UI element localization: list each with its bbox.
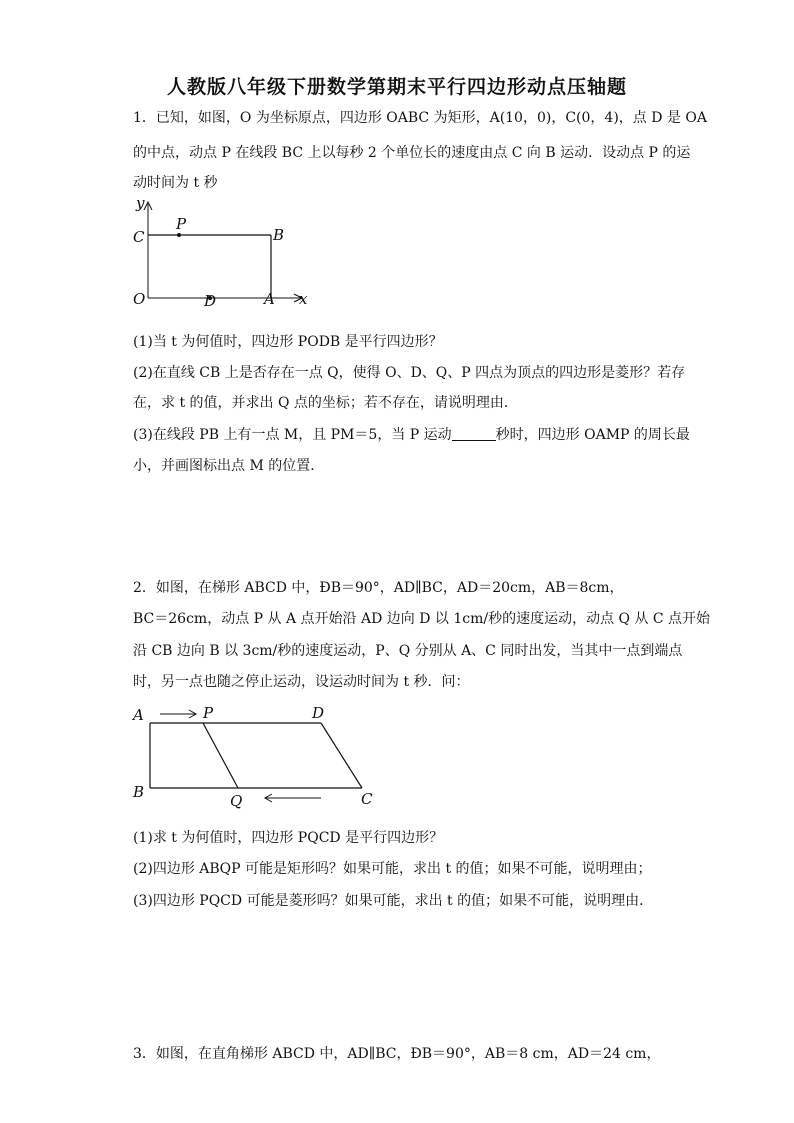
q1-sub-2-line-2: 在，求 t 的值，并求出 Q 点的坐标；若不存在，请说明理由． <box>133 395 518 411</box>
q1-fig-label-x: x <box>299 290 308 308</box>
q1-fig-label-d: D <box>204 292 217 310</box>
q1-sub-3-line-2: 小，并画图标出点 M 的位置． <box>133 458 325 474</box>
page-title: 人教版八年级下册数学第期末平行四边形动点压轴题 <box>166 76 627 98</box>
q2-fig-label-c: C <box>361 790 373 808</box>
q1-text-line-2: 的中点，动点 P 在线段 BC 上以每秒 2 个单位长的速度由点 C 向 B 运动．设动点 P 的运 <box>133 145 691 161</box>
q3-text-line-1: 3．如图，在直角梯形 ABCD 中，AD∥BC，ÐB＝90°，AB＝8 cm，AD＝24 cm， <box>133 1046 661 1062</box>
q2-fig-label-b: B <box>133 783 145 801</box>
q1-fig-label-y: y <box>136 198 145 212</box>
q1-sub-3-text-after-blank: 秒时，四边形 OAMP 的周长最 <box>495 427 690 443</box>
q2-fig-label-q: Q <box>230 792 243 810</box>
q2-text-line-2: BC＝26cm，动点 P 从 A 点开始沿 AD 边向 D 以 1cm/秒的速度运动，动点 Q 从 C 点开始 <box>133 611 711 627</box>
q1-fig-label-b: B <box>273 226 285 244</box>
q2-figure-trapezoid-abcd <box>128 700 388 812</box>
q2-fig-label-d: D <box>312 704 325 722</box>
q2-text-line-4: 时，另一点也随之停止运动，设运动时间为 t 秒．问： <box>133 674 470 690</box>
q1-fig-label-p: P <box>176 215 187 233</box>
q1-sub-1: (1)当 t 为何值时，四边形 PODB 是平行四边形？ <box>133 334 443 350</box>
q2-text-line-3: 沿 CB 边向 B 以 3cm/秒的速度运动，P、Q 分别从 A、C 同时出发，当其中一点到端点 <box>133 643 683 659</box>
q1-figure-rectangle-oabc <box>128 198 318 313</box>
q1-text-line-1: 1．已知，如图，O 为坐标原点，四边形 OABC 为矩形，A(10，0)，C(0，4)，点 D 是 OA <box>133 110 707 126</box>
q2-sub-3: (3)四边形 PQCD 可能是菱形吗？如果可能，求出 t 的值；如果不可能，说明理由． <box>133 893 654 909</box>
q1-sub-2-line-1: (2)在直线 CB 上是否存在一点 Q，使得 O、D、Q、P 四点为顶点的四边形是菱形？若存 <box>133 365 686 381</box>
answer-blank <box>452 426 496 441</box>
q1-fig-label-o: O <box>133 290 146 308</box>
q2-sub-2: (2)四边形 ABQP 可能是矩形吗？如果可能，求出 t 的值；如果不可能，说明理由； <box>133 861 652 877</box>
q2-fig-label-p: P <box>203 704 214 722</box>
q1-sub-3-text-before-blank: (3)在线段 PB 上有一点 M，且 PM＝5，当 P 运动 <box>133 427 452 443</box>
q1-fig-label-a: A <box>264 290 275 308</box>
q1-sub-3-line-1 <box>133 424 690 444</box>
q1-fig-label-c: C <box>133 228 145 246</box>
q2-sub-1: (1)求 t 为何值时，四边形 PQCD 是平行四边形？ <box>133 830 444 846</box>
q2-fig-label-a: A <box>133 706 144 724</box>
q2-text-line-1: 2．如图，在梯形 ABCD 中，ÐB＝90°，AD∥BC，AD＝20cm，AB＝8cm， <box>133 580 624 596</box>
q1-text-line-3: 动时间为 t 秒 <box>133 175 218 191</box>
